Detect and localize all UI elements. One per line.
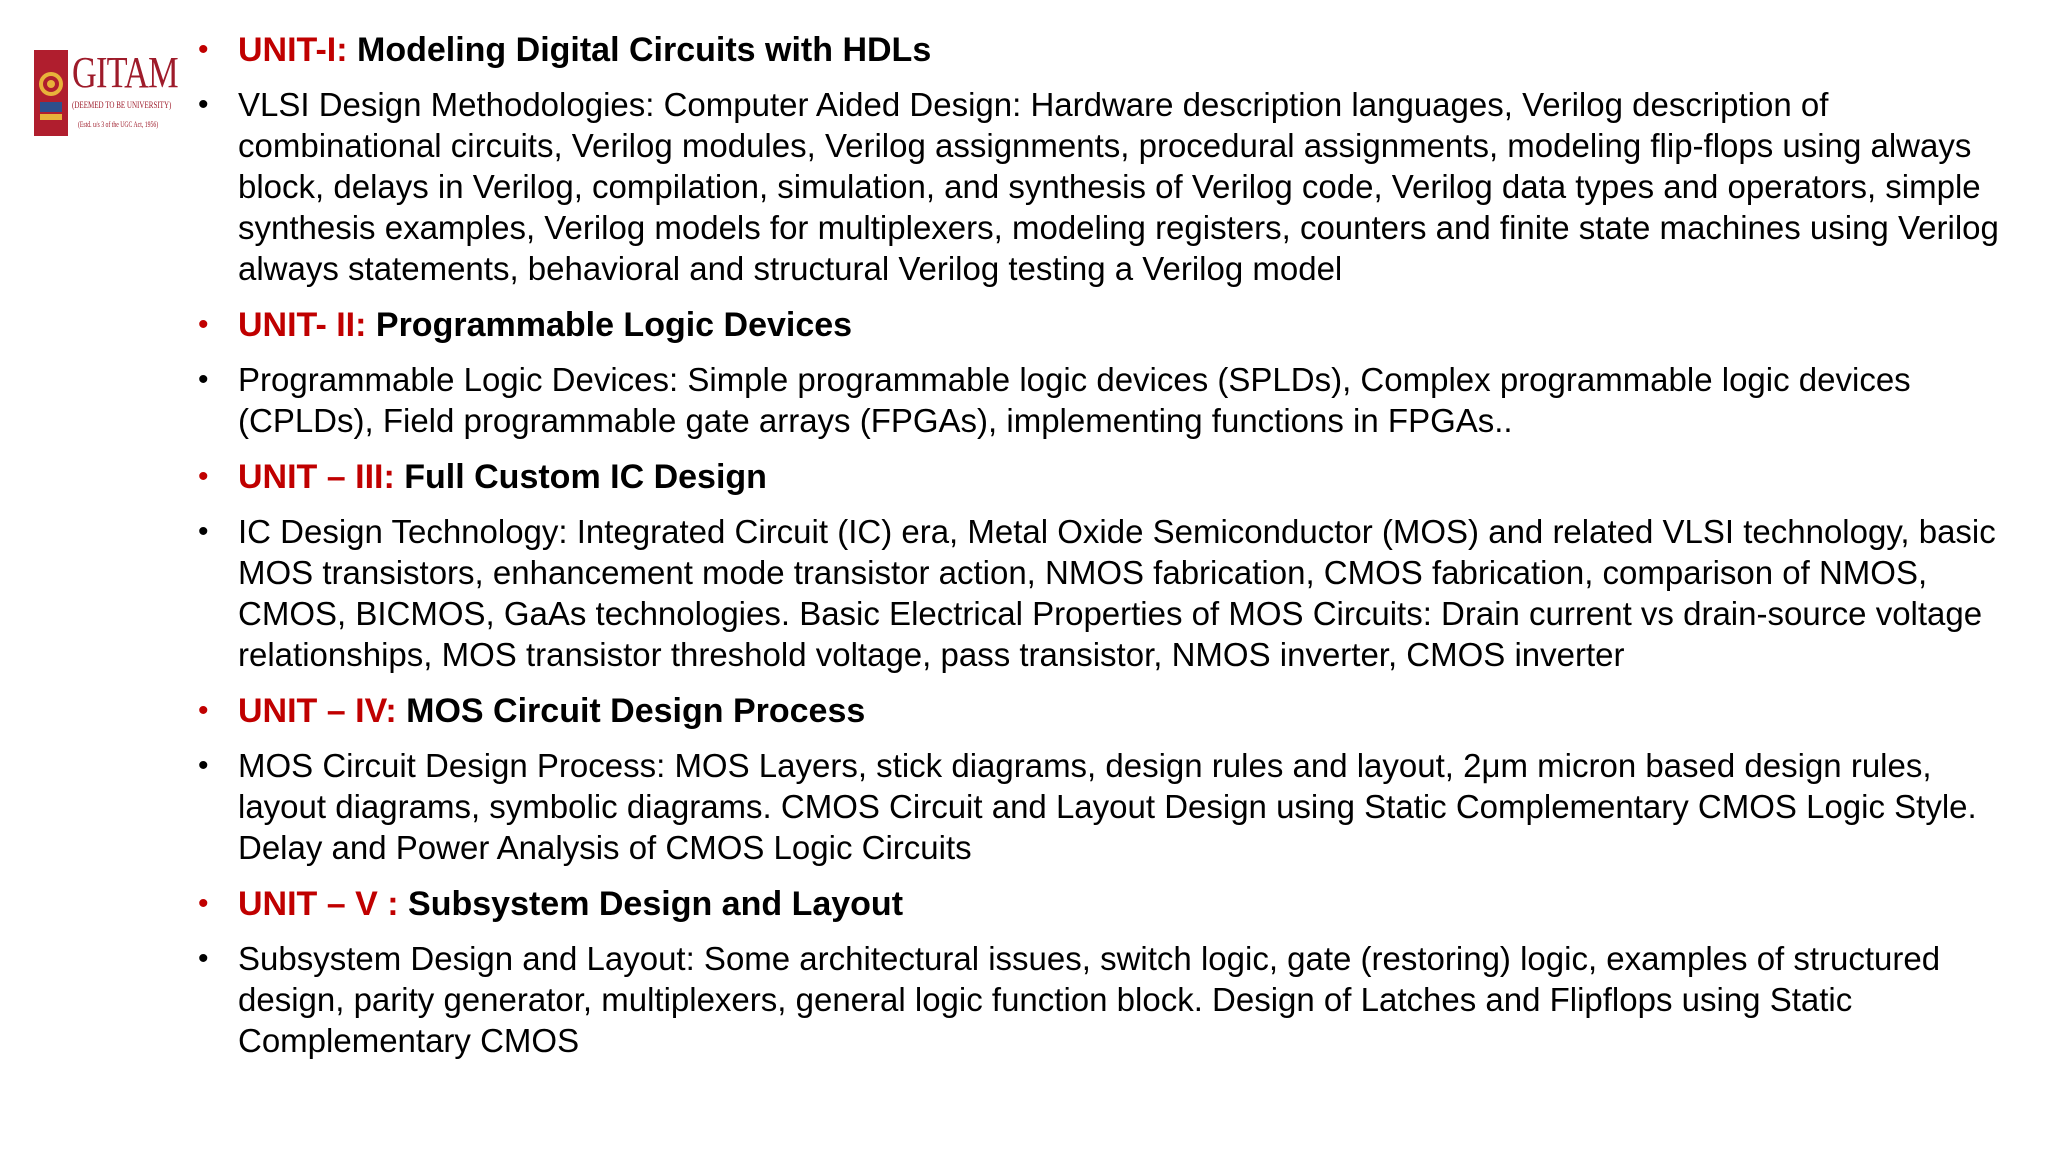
unit-title: Full Custom IC Design bbox=[404, 458, 767, 496]
bullet: • bbox=[198, 308, 209, 341]
bullet: • bbox=[198, 942, 209, 975]
gitam-emblem-icon bbox=[34, 50, 68, 136]
bullet: • bbox=[198, 363, 209, 396]
unit-title: Subsystem Design and Layout bbox=[408, 885, 904, 923]
unit-3-description bbox=[198, 511, 2018, 675]
unit-3-heading bbox=[198, 453, 2018, 501]
unit-4-heading bbox=[198, 687, 2018, 735]
description-text: MOS Circuit Design Process: MOS Layers, stick diagrams, design rules and layout, 2μm micron based design rules, layout diagrams, symbolic diagrams. CMOS Circuit and Layout Design using Static Complementary CMOS Logic Style. Delay and Power Analysis of CMOS Logic Circuits bbox=[238, 747, 1977, 866]
bullet: • bbox=[198, 515, 209, 548]
unit-1-heading bbox=[198, 26, 2018, 74]
bullet: • bbox=[198, 33, 209, 66]
unit-label: UNIT – IV: bbox=[238, 692, 397, 730]
unit-title: Modeling Digital Circuits with HDLs bbox=[357, 31, 932, 69]
unit-title: MOS Circuit Design Process bbox=[406, 692, 866, 730]
bullet: • bbox=[198, 887, 209, 920]
syllabus-content bbox=[198, 26, 2018, 1073]
description-text: Programmable Logic Devices: Simple programmable logic devices (SPLDs), Complex programmable logic devices (CPLDs), Field programmable gate arrays (FPGAs), implementing functions in FPGAs.. bbox=[238, 361, 1911, 439]
unit-1-description bbox=[198, 84, 2018, 289]
logo-subtitle: (DEEMED TO BE UNIVERSITY) bbox=[72, 100, 172, 110]
bullet: • bbox=[198, 88, 209, 121]
unit-label: UNIT- II: bbox=[238, 306, 367, 344]
unit-label: UNIT-I: bbox=[238, 31, 348, 69]
description-text: Subsystem Design and Layout: Some architectural issues, switch logic, gate (restoring) logic, examples of structured design, parity generator, multiplexers, general logic function block. Design of Latches and Flipflops using Static Complementary CMOS bbox=[238, 940, 1941, 1059]
unit-2-description bbox=[198, 359, 2018, 441]
bullet: • bbox=[198, 694, 209, 727]
bullet: • bbox=[198, 749, 209, 782]
logo-wordmark: GITAM bbox=[72, 48, 178, 97]
unit-5-heading bbox=[198, 880, 2018, 928]
description-text: VLSI Design Methodologies: Computer Aided Design: Hardware description languages, Verilog description of combinational circuits, Verilog modules, Verilog assignments, procedural assignments, modeling flip-flops using always block, delays in Verilog, compilation, simulation, and synthesis of Verilog code, Verilog data types and operators, simple synthesis examples, Verilog models for multiplexers, modeling registers, counters and finite state machines using Verilog always statements, behavioral and structural Verilog testing a Verilog model bbox=[238, 86, 1999, 287]
unit-5-description bbox=[198, 938, 2018, 1061]
unit-title: Programmable Logic Devices bbox=[375, 306, 853, 344]
description-text: IC Design Technology: Integrated Circuit (IC) era, Metal Oxide Semiconductor (MOS) and related VLSI technology, basic MOS transistors, enhancement mode transistor action, NMOS fabrication, CMOS fabrication, comparison of NMOS, CMOS, BICMOS, GaAs technologies. Basic Electrical Properties of MOS Circuits: Drain current vs drain-source voltage relationships, MOS transistor threshold voltage, pass transistor, NMOS inverter, CMOS inverter bbox=[238, 513, 1996, 673]
unit-4-description bbox=[198, 745, 2018, 868]
gitam-logo bbox=[34, 48, 178, 142]
unit-2-heading bbox=[198, 301, 2018, 349]
unit-label: UNIT – V : bbox=[238, 885, 399, 923]
unit-label: UNIT – III: bbox=[238, 458, 395, 496]
logo-estd-note: (Estd. u/s 3 of the UGC Act, 1956) bbox=[78, 120, 159, 129]
bullet: • bbox=[198, 460, 209, 493]
